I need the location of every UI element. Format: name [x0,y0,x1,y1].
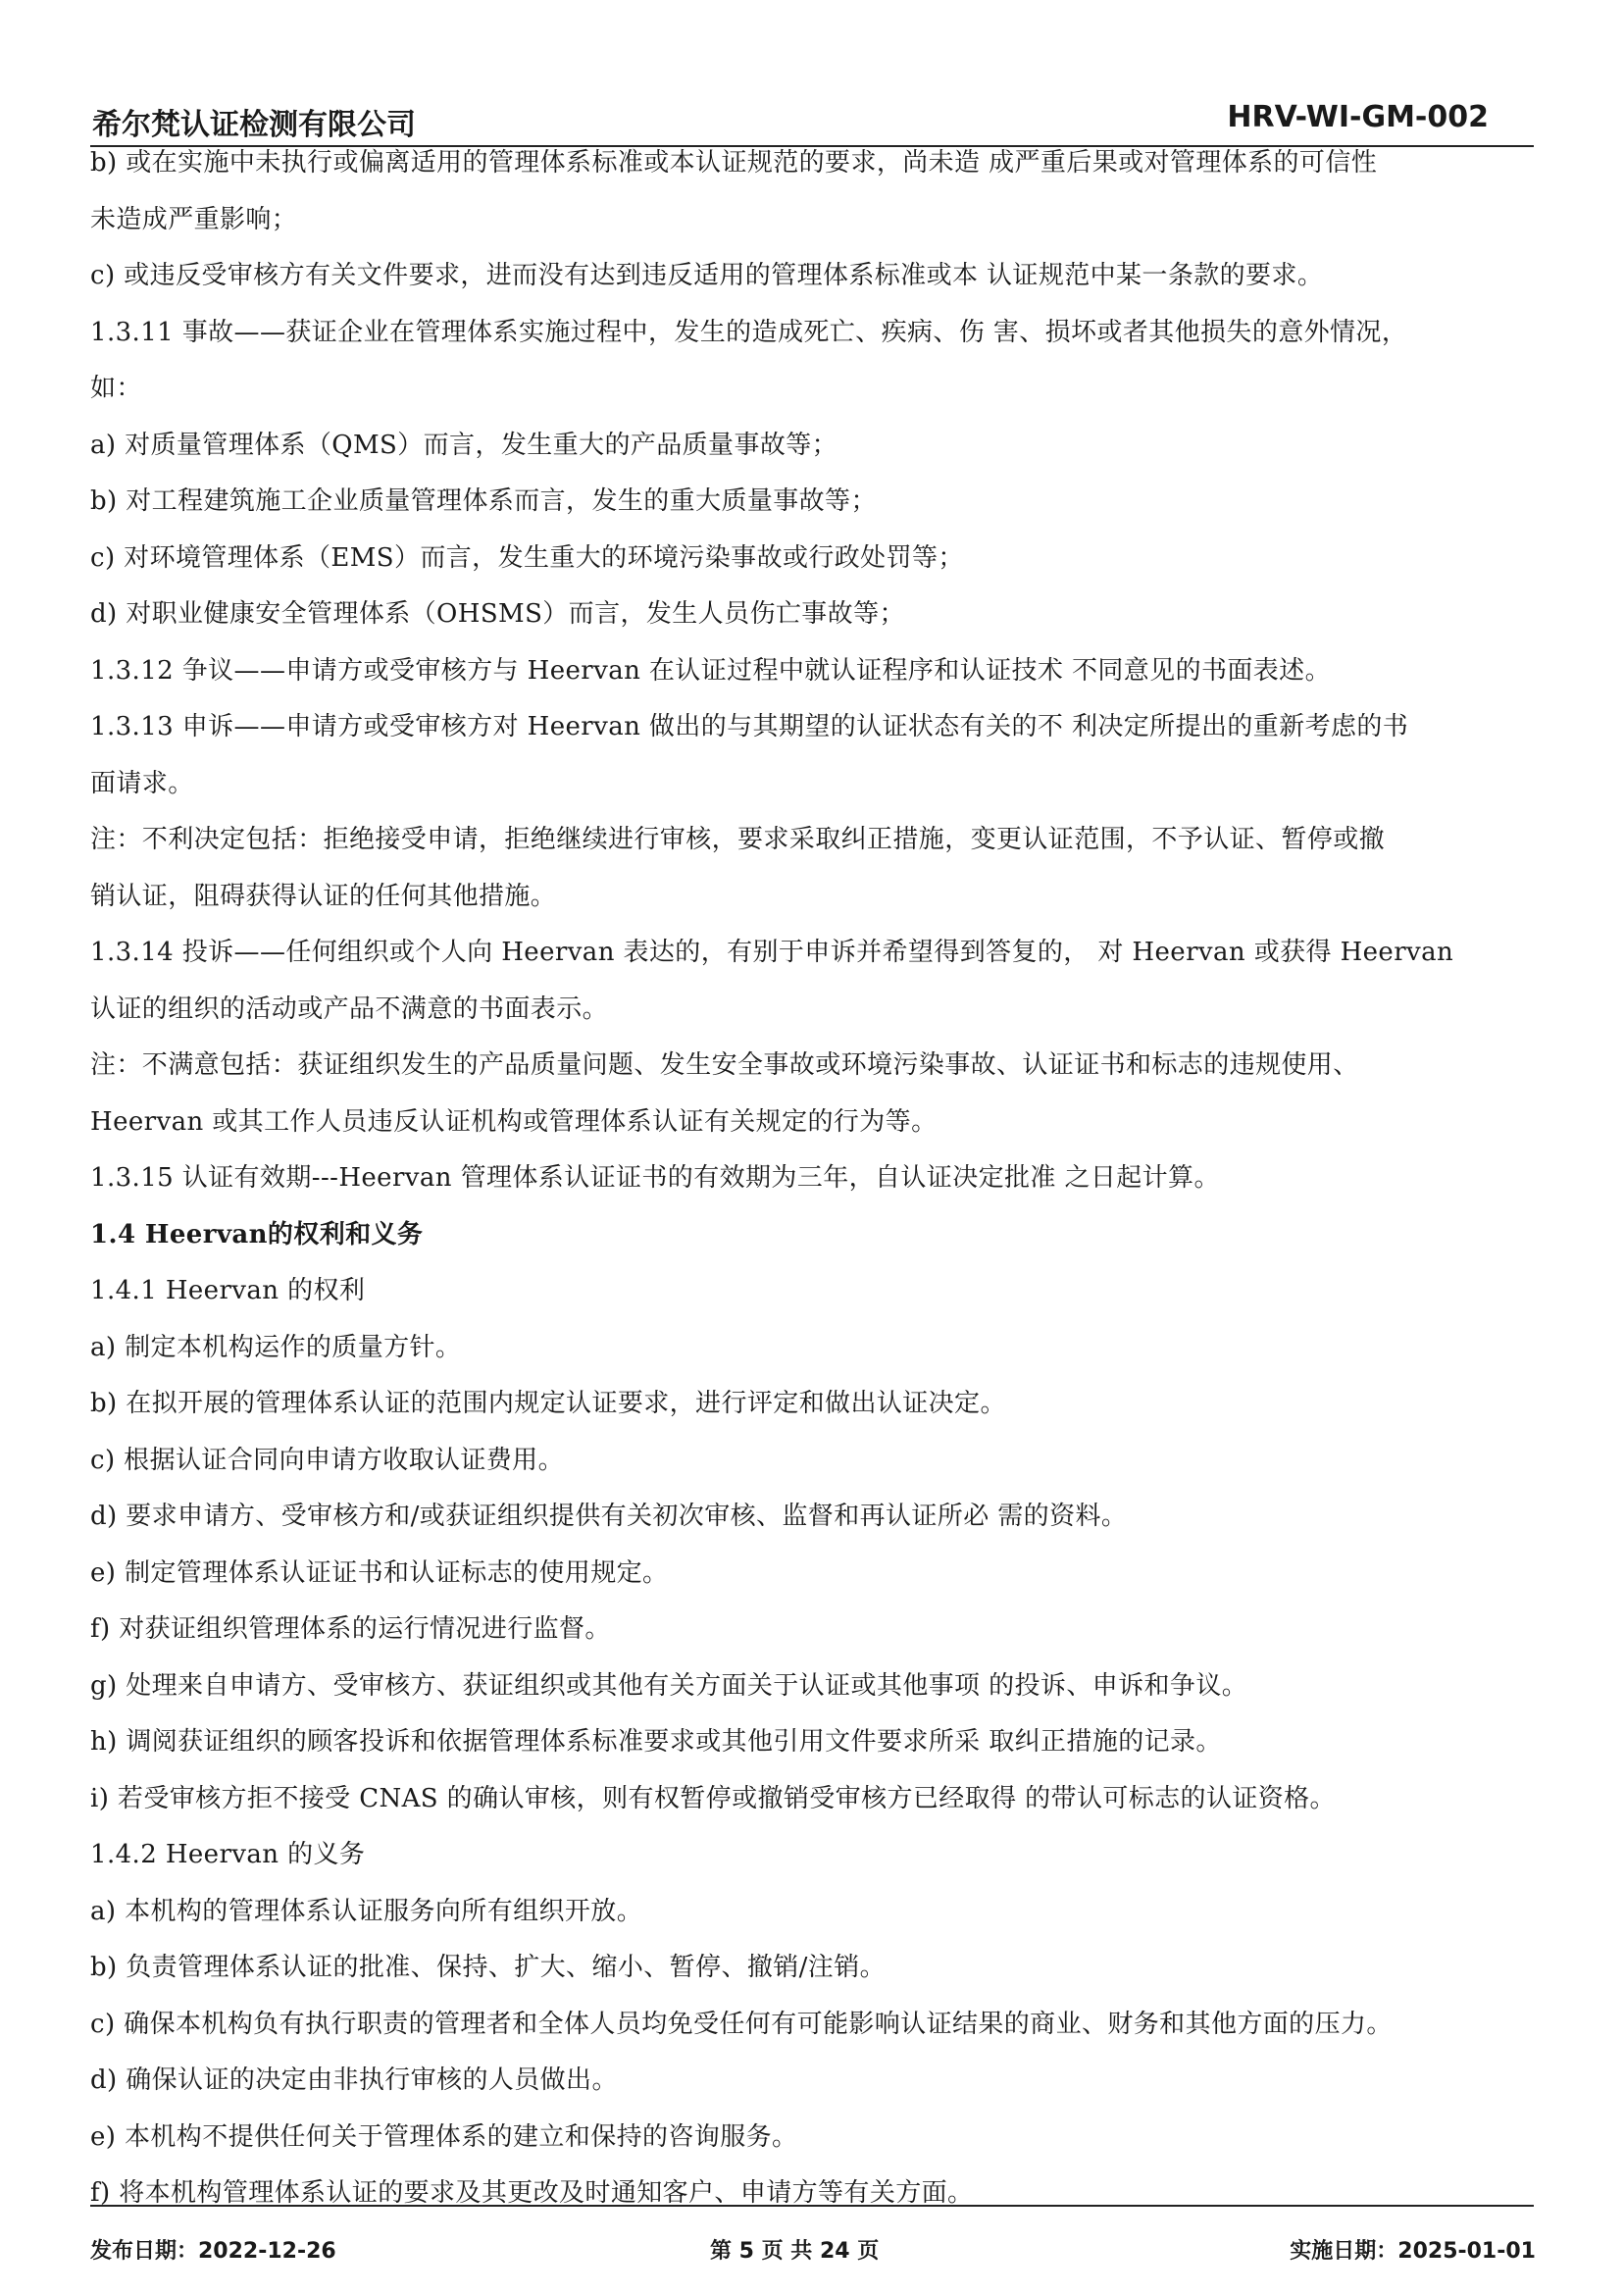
text-line: 未造成严重影响； [90,204,298,234]
text-line: c) 对环境管理体系（EMS）而言，发生重大的环境污染事故或行政处罚等； [90,542,964,573]
text-line: 1.3.12 争议——申请方或受审核方与 Heervan 在认证过程中就认证程序和认证技术 不同意见的书面表述。 [90,655,1331,686]
text-line: e) 本机构不提供任何关于管理体系的建立和保持的咨询服务。 [90,2121,798,2152]
company-name: 希尔梵认证检测有限公司 [92,108,416,142]
text-line: 1.4.2 Heervan 的义务 [90,1840,366,1869]
text-line: b) 对工程建筑施工企业质量管理体系而言，发生的重大质量事故等； [90,486,877,516]
text-line: a) 制定本机构运作的质量方针。 [90,1332,462,1362]
text-line: d) 确保认证的决定由非执行审核的人员做出。 [90,2065,618,2095]
text-line: d) 对职业健康安全管理体系（OHSMS）而言，发生人员伤亡事故等； [90,599,905,629]
text-line: d) 要求申请方、受审核方和/或获证组织提供有关初次审核、监督和再认证所必 需的资料。 [90,1502,1128,1531]
text-line: 1.3.14 投诉——任何组织或个人向 Heervan 表达的，有别于申诉并希望得到答复的， 对 Heervan 或获得 Heervan [90,938,1454,967]
text-line: 1.3.13 申诉——申请方或受审核方对 Heervan 做出的与其期望的认证状态有关的不 利决定所提出的重新考虑的书 [90,712,1409,741]
effective-date: 实施日期：2025-01-01 [1290,2239,1536,2264]
text-line: b) 负责管理体系认证的批准、保持、扩大、缩小、暂停、撤销/注销。 [90,1953,887,1982]
text-line: i) 若受审核方拒不接受 CNAS 的确认审核，则有权暂停或撤销受审核方已经取得 的带认可标志的认证资格。 [90,1783,1336,1813]
text-line: a) 本机构的管理体系认证服务向所有组织开放。 [90,1896,643,1926]
text-line: a) 对质量管理体系（QMS）而言，发生重大的产品质量事故等； [90,430,838,460]
text-line: h) 调阅获证组织的顾客投诉和依据管理体系标准要求或其他引用文件要求所采 取纠正措施的记录。 [90,1727,1222,1757]
publish-date: 发布日期：2022-12-26 [90,2239,336,2264]
text-line: c) 根据认证合同向申请方收取认证费用。 [90,1445,564,1475]
text-line: 注：不满意包括：获证组织发生的产品质量问题、发生安全事故或环境污染事故、认证证书和标志的违规使用、 [90,1050,1359,1080]
text-line: 注：不利决定包括：拒绝接受申请，拒绝继续进行审核，要求采取纠正措施，变更认证范围，不予认证、暂停或撤 [90,825,1386,854]
text-line: e) 制定管理体系认证证书和认证标志的使用规定。 [90,1557,669,1588]
section-heading: 1.4 Heervan的权利和义务 [90,1219,424,1249]
document-body [90,135,1534,2222]
text-line: b) 或在实施中未执行或偏离适用的管理体系标准或本认证规范的要求，尚未造 成严重后果或对管理体系的可信性 [90,148,1378,178]
text-line: c) 或违反受审核方有关文件要求，进而没有达到违反适用的管理体系标准或本 认证规范中某一条款的要求。 [90,261,1324,290]
page-footer [90,2205,1534,2266]
text-line: Heervan 或其工作人员违反认证机构或管理体系认证有关规定的行为等。 [90,1106,938,1137]
document-number: HRV-WI-GM-002 [1227,100,1489,134]
page-number: 第 5 页 共 24 页 [710,2239,880,2264]
text-line: 1.3.11 事故——获证企业在管理体系实施过程中，发生的造成死亡、疾病、伤 害、损坏或者其他损失的意外情况， [90,317,1408,347]
text-line: 销认证，阻碍获得认证的任何其他措施。 [90,881,557,911]
text-line: b) 在拟开展的管理体系认证的范围内规定认证要求，进行评定和做出认证决定。 [90,1389,1006,1418]
text-line: c) 确保本机构负有执行职责的管理者和全体人员均免受任何有可能影响认证结果的商业、财务和其他方面的压力。 [90,2009,1393,2039]
text-line: 如： [90,374,142,403]
text-line: 1.3.15 认证有效期---Heervan 管理体系认证证书的有效期为三年，自认证决定批准 之日起计算。 [90,1163,1220,1193]
text-line: 认证的组织的活动或产品不满意的书面表示。 [90,994,609,1024]
text-line: 1.4.1 Heervan 的权利 [90,1276,366,1305]
text-line: 面请求。 [90,768,194,798]
text-line: f) 将本机构管理体系认证的要求及其更改及时通知客户、申请方等有关方面。 [90,2178,974,2208]
text-line: g) 处理来自申请方、受审核方、获证组织或其他有关方面关于认证或其他事项 的投诉、申诉和争议。 [90,1670,1248,1701]
text-line: f) 对获证组织管理体系的运行情况进行监督。 [90,1614,611,1644]
